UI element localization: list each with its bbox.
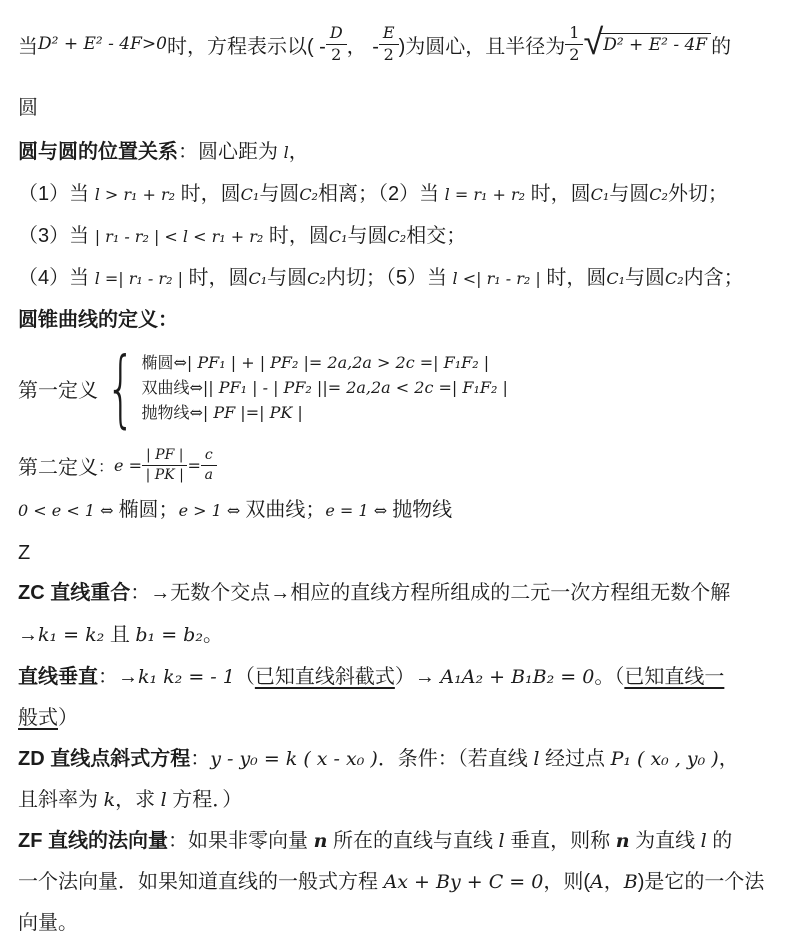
text-segment: ．条件：（若直线	[377, 748, 534, 770]
text-segment: 的	[706, 830, 733, 852]
math-expression: e =	[114, 455, 142, 475]
text-segment: 时，圆	[175, 183, 241, 205]
math-expression: 0 < e < 1 ⇔	[18, 501, 119, 520]
section-heading: ZC 直线重合	[18, 582, 131, 604]
math-expression: C₁	[328, 227, 348, 246]
text-segment: ：	[98, 458, 115, 476]
text-segment: 一个法向量．如果知道直线的一般式方程	[18, 871, 384, 893]
text-segment: 内切；（5）当	[325, 267, 453, 289]
math-expression: C₂	[387, 227, 407, 246]
first-definition-block	[18, 339, 775, 437]
line-circle-relations-heading	[18, 138, 775, 167]
line-zf-continuation-2	[18, 909, 775, 936]
text-segment: 椭圆；	[118, 499, 179, 521]
math-expression: l	[283, 143, 289, 162]
definition-label: 第一定义	[18, 379, 98, 402]
line-circle-general-equation	[18, 4, 775, 84]
math-expression: k₁ = k₂	[38, 624, 105, 646]
text-segment: 椭圆	[141, 354, 174, 372]
math-expression: ⇔| PF₁ | + | PF₂ |= 2a,2a > 2c =| F₁F₂ |	[173, 352, 490, 372]
underlined-note: 已知直线斜截式	[254, 666, 395, 688]
text-segment: 时，圆	[182, 267, 249, 289]
second-definition-block	[18, 440, 775, 490]
text-segment: 且	[104, 624, 136, 646]
math-expression: A₁A₂ + B₁B₂ = 0	[440, 666, 595, 688]
math-expression: C₁	[248, 269, 268, 288]
math-expression: k₁ k₂ = - 1	[138, 666, 235, 688]
text-segment: 垂直，则称	[504, 830, 616, 852]
math-expression: l	[533, 748, 540, 770]
text-segment: 向量。	[18, 912, 78, 934]
section-heading: 圆与圆的位置关系	[18, 141, 178, 163]
line-conic-heading	[18, 306, 775, 334]
text-segment: ：→	[98, 666, 138, 688]
parabola-definition-row	[141, 403, 507, 423]
math-expression: | r₁ - r₂ | < l < r₁ + r₂	[94, 227, 264, 246]
fraction-e-over-2	[379, 24, 399, 64]
text-segment: 所在的直线与直线	[327, 830, 499, 852]
fraction-one-half	[565, 24, 583, 64]
line-zc-conclusion	[18, 621, 775, 649]
text-segment: 双曲线	[141, 379, 190, 397]
math-expression: ⇔|| PF₁ | - | PF₂ ||= 2a,2a < 2c =| F₁F₂ |	[189, 377, 508, 397]
text-segment: ：圆心距为	[178, 141, 284, 163]
math-expression: l	[498, 830, 505, 852]
underlined-note: 已知直线一	[624, 666, 725, 688]
text-segment: 为直线	[629, 830, 701, 852]
math-expression: e > 1 ⇔	[178, 501, 246, 520]
text-segment: 经过点	[539, 748, 611, 770]
text-segment: ，求	[115, 789, 161, 811]
math-expression: C₂	[299, 185, 318, 204]
text-segment: ，	[603, 871, 624, 893]
text-segment: 方程．）	[166, 789, 243, 811]
text-segment: （	[234, 666, 255, 688]
text-segment: Z	[18, 542, 31, 564]
ellipse-definition-row	[141, 353, 507, 373]
text-segment: 与圆	[625, 267, 665, 289]
math-expression: l	[700, 830, 707, 852]
math-expression: l <| r₁ - r₂ |	[452, 269, 541, 288]
text-segment: 与圆	[347, 225, 388, 247]
text-segment: ， -	[346, 35, 379, 58]
math-expression: C₂	[307, 269, 326, 288]
radical-sign-icon: √	[583, 21, 604, 62]
text-segment: 时，方程表示以( -	[166, 35, 326, 58]
fraction-numerator: | PF |	[142, 447, 187, 465]
fraction-numerator: E	[379, 24, 399, 44]
text-segment: 内含；	[683, 267, 744, 289]
text-segment: 且斜率为	[18, 789, 104, 811]
text-segment: 与圆	[259, 183, 300, 205]
text-segment: （3）当	[18, 225, 95, 247]
math-expression: B	[623, 871, 638, 893]
text-segment: 相离；（2）当	[317, 183, 445, 205]
line-zf-normal-vector	[18, 827, 775, 855]
text-segment: ：	[190, 748, 211, 770]
text-segment: )是它的一个法	[637, 871, 765, 893]
math-expression: P₁ ( x₀ , y₀ )	[610, 748, 719, 770]
text-segment: ：→无数个交点→相应的直线方程所组成的二元一次方程组无数个解	[130, 582, 731, 604]
math-expression: C₁	[590, 185, 610, 204]
math-expression: l > r₁ + r₂	[94, 185, 176, 204]
text-segment: 与圆	[267, 267, 308, 289]
text-segment: 相交；	[406, 225, 467, 247]
section-heading: 圆锥曲线的定义：	[18, 309, 178, 331]
text-segment: ）→	[394, 666, 441, 688]
line-zd-continuation	[18, 786, 775, 814]
text-segment: （4）当	[18, 267, 95, 289]
text-segment: 时，圆	[540, 267, 607, 289]
math-expression: n	[615, 830, 630, 852]
fraction-denominator: a	[204, 466, 213, 483]
text-segment: )为圆心，且半径为	[398, 35, 566, 58]
fraction-c-over-a	[201, 447, 217, 482]
math-expression: b₁ = b₂	[135, 624, 203, 646]
math-expression: C₁	[606, 269, 625, 288]
math-expression: k	[103, 789, 116, 811]
text-segment: ，	[288, 141, 309, 163]
fraction-d-over-2	[326, 24, 347, 64]
text-segment: 圆	[18, 97, 38, 119]
text-segment: 抛物线	[392, 499, 453, 521]
definition-rows	[141, 353, 507, 424]
math-expression: l =| r₁ - r₂ |	[94, 269, 183, 288]
square-root	[583, 21, 711, 62]
text-segment: 双曲线；	[245, 499, 326, 521]
underlined-note: 般式	[18, 707, 58, 729]
text-segment: 时，圆	[263, 225, 329, 247]
math-expression: Ax + By + C = 0	[383, 871, 544, 893]
text-segment: 时，圆	[525, 183, 591, 205]
definition-label: 第二定义	[18, 456, 98, 479]
line-zc-coincident	[18, 579, 775, 607]
fraction-numerator: c	[201, 447, 217, 465]
line-circle-continuation	[18, 94, 775, 122]
math-expression: n	[313, 830, 328, 852]
text-segment: 抛物线	[141, 405, 190, 423]
text-segment: 当	[18, 35, 38, 58]
line-eccentricity	[18, 496, 775, 525]
text-segment: 外切；	[667, 183, 728, 205]
section-heading: ZD 直线点斜式方程	[18, 748, 191, 770]
fraction-denominator: | PK |	[145, 466, 184, 483]
fraction-pf-over-pk	[142, 447, 187, 482]
line-zf-continuation-1	[18, 868, 775, 896]
section-heading: 直线垂直	[18, 666, 98, 688]
math-expression: =	[187, 455, 201, 475]
math-expression: C₁	[240, 185, 260, 204]
text-segment: 。	[202, 624, 223, 646]
math-expression: D² + E² - 4F>0	[38, 34, 167, 54]
line-z-marker	[18, 539, 775, 567]
line-case-3	[18, 222, 775, 251]
math-expression: l	[160, 789, 167, 811]
text-segment: ：如果非零向量	[168, 830, 314, 852]
line-case-1-2	[18, 180, 775, 209]
math-expression: e = 1 ⇔	[325, 501, 393, 520]
math-expression: C₂	[665, 269, 684, 288]
text-segment: ，则(	[543, 871, 590, 893]
fraction-numerator: D	[326, 24, 347, 44]
text-segment: ）	[58, 707, 78, 729]
line-perpendicular	[18, 663, 775, 691]
math-expression: A	[590, 871, 604, 893]
text-segment: ，	[718, 748, 739, 770]
text-segment: 。（	[594, 666, 625, 688]
math-expression: C₂	[649, 185, 668, 204]
math-expression: y - y₀ = k ( x - x₀ )	[210, 748, 378, 770]
text-segment: 的	[711, 35, 732, 58]
line-case-4-5	[18, 264, 775, 293]
fraction-denominator: 2	[383, 44, 394, 64]
line-zd-point-slope	[18, 745, 775, 773]
fraction-denominator: 2	[331, 44, 342, 64]
math-expression: l = r₁ + r₂	[444, 185, 526, 204]
radicand: D² + E² - 4F	[599, 33, 711, 55]
line-perpendicular-continuation	[18, 704, 775, 732]
fraction-denominator: 2	[569, 44, 580, 64]
hyperbola-definition-row	[141, 378, 507, 398]
section-heading: ZF 直线的法向量	[18, 830, 168, 852]
fraction-numerator: 1	[565, 24, 583, 44]
arrow-icon: →	[18, 624, 38, 646]
math-expression: ⇔| PF |=| PK |	[189, 403, 303, 423]
left-brace-icon: {	[106, 339, 136, 437]
text-segment: 与圆	[609, 183, 650, 205]
text-segment: （1）当	[18, 183, 95, 205]
